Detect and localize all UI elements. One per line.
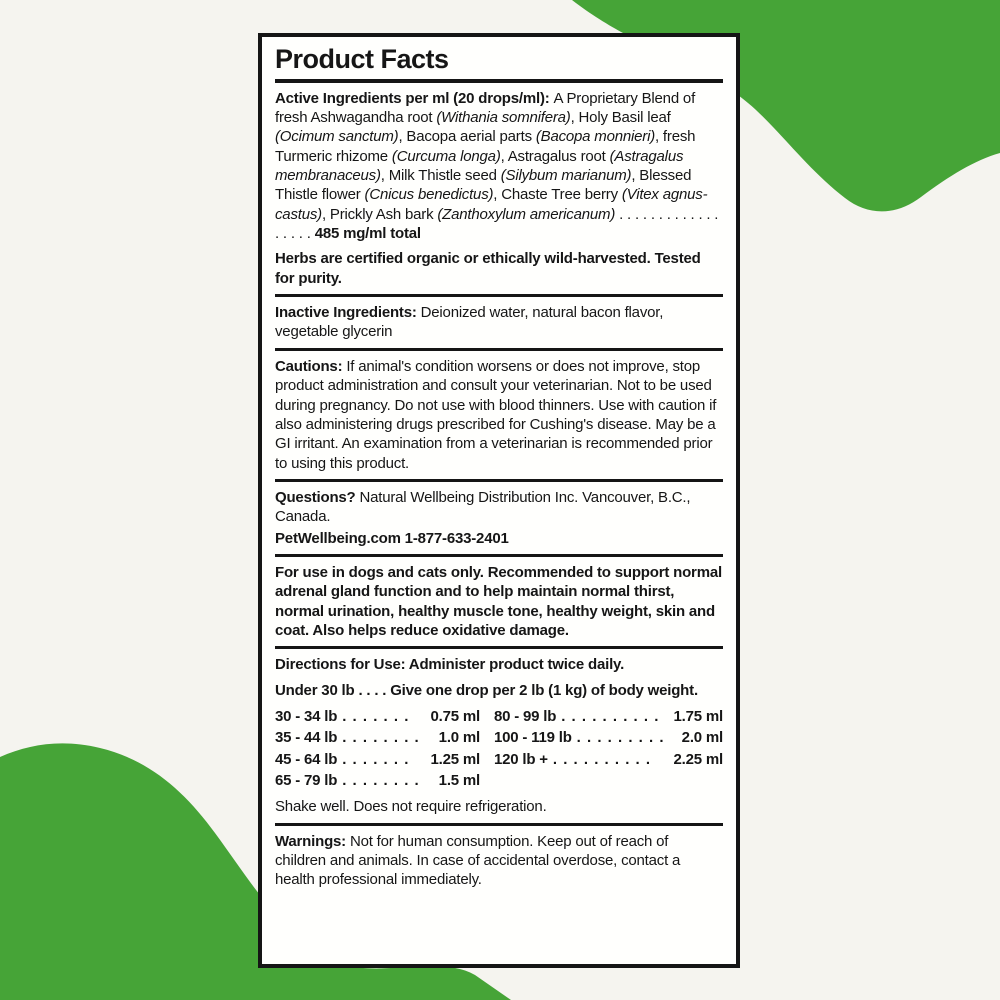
directions-heading: Directions for Use: Administer product twice daily. bbox=[275, 656, 625, 674]
active-ingredients-text: Active Ingredients per ml (20 drops/ml): A Proprietary Blend of fresh Ashwagandha root (Withania somnifera), Holy Basil leaf (Ocimum sanctum), Bacopa aerial parts (Bacopa monnieri), fresh Turmeric rhizome (Curcuma longa), Astragalus root (Astragalus membranaceus), Milk Thistle seed (Silybum marianum), Blessed Thistle flower (Cnicus benedictus), Chaste Tree berry (Vitex agnus-castus), Prickly Ash bark (Zanthoxylum americanum) . . . . . . . . . . . . . . . . . . 485 mg/ml total bbox=[275, 89, 719, 243]
dosage-row: 35 - 44 lb . . . . . . . . 1.0 ml bbox=[275, 729, 480, 747]
section-rule bbox=[275, 348, 723, 351]
questions-line1: Questions? Natural Wellbeing Distribution Inc. Vancouver, B.C., Canada. bbox=[275, 488, 691, 526]
dosage-row: 120 lb + . . . . . . . . . . 2.25 ml bbox=[494, 750, 723, 768]
dosage-row: 100 - 119 lb . . . . . . . . . 2.0 ml bbox=[494, 729, 723, 747]
questions-block bbox=[275, 488, 723, 548]
inactive-ingredients-text: Inactive Ingredients: Deionized water, natural bacon flavor, vegetable glycerin bbox=[275, 304, 664, 341]
title-rule bbox=[275, 79, 723, 83]
herbs-note-text: Herbs are certified organic or ethically wild-harvested. Tested for purity. bbox=[275, 250, 701, 287]
dosage-column-left bbox=[275, 706, 480, 791]
dosage-row: 30 - 34 lb . . . . . . . 0.75 ml bbox=[275, 707, 480, 725]
section-rule bbox=[275, 646, 723, 649]
section-rule bbox=[275, 554, 723, 557]
dosage-row: 80 - 99 lb . . . . . . . . . . 1.75 ml bbox=[494, 707, 723, 725]
dosage-row: 65 - 79 lb . . . . . . . . 1.5 ml bbox=[275, 771, 480, 789]
warnings-text: Warnings: Not for human consumption. Keep out of reach of children and animals. In case of accidental overdose, contact a health professional immediately. bbox=[275, 832, 681, 889]
dosage-row: 45 - 64 lb . . . . . . . 1.25 ml bbox=[275, 750, 480, 768]
dosage-table bbox=[275, 706, 723, 791]
dosage-column-right bbox=[494, 706, 723, 791]
cautions-text: Cautions: If animal's condition worsens or does not improve, stop product administration and consult your veterinarian. Not to be used during pregnancy. Do not use with blood thinners. Use with caution if also administering drugs prescribed for Cushing's disease. May be a GI irritant. An examination from a veterinarian is recommended prior to using this product. bbox=[275, 357, 717, 472]
shake-well-text: Shake well. Does not require refrigeration. bbox=[275, 798, 547, 816]
panel-title: Product Facts bbox=[275, 44, 449, 74]
section-rule bbox=[275, 294, 723, 297]
directions-under-30: Under 30 lb . . . . Give one drop per 2 lb (1 kg) of body weight. bbox=[275, 681, 698, 699]
for-use-text: For use in dogs and cats only. Recommended to support normal adrenal gland function and to help maintain normal thirst, normal urination, healthy muscle tone, healthy weight, skin and coat. Also helps reduce oxidative damage. bbox=[275, 563, 722, 639]
section-rule bbox=[275, 479, 723, 482]
product-facts-panel bbox=[258, 33, 740, 968]
section-rule bbox=[275, 823, 723, 826]
questions-line2: PetWellbeing.com 1-877-633-2401 bbox=[275, 529, 509, 547]
